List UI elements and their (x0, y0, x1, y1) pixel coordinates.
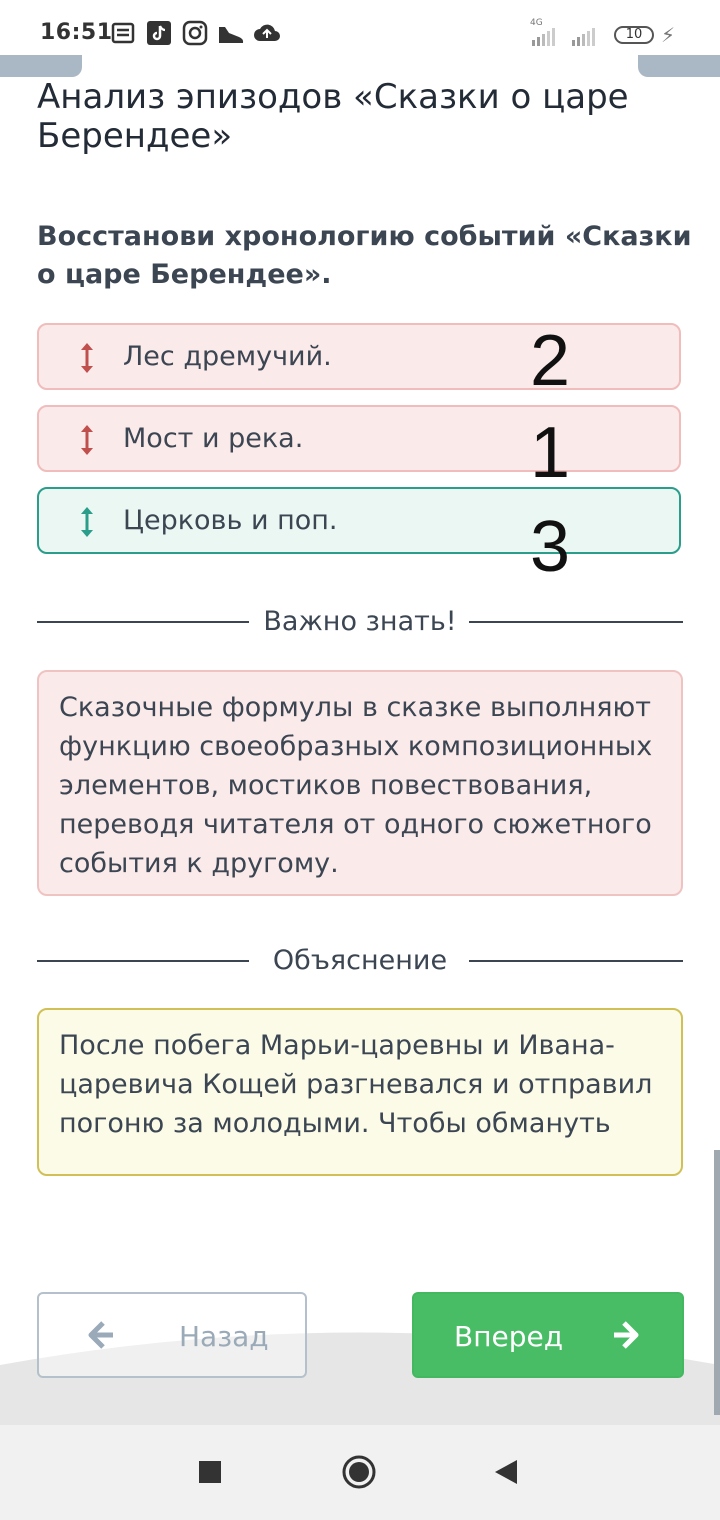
important-box (37, 670, 683, 896)
back-button-label: Назад (179, 1320, 269, 1353)
clock: 16:51 (40, 20, 113, 45)
header-decoration-left (0, 55, 82, 77)
order-item[interactable] (37, 487, 681, 554)
important-heading: Важно знать! (263, 606, 457, 637)
explanation-divider (37, 945, 683, 975)
order-item[interactable] (37, 323, 681, 390)
cloud-icon (252, 20, 282, 46)
order-item[interactable] (37, 405, 681, 472)
important-text: Сказочные формулы в сказке выполняют функцию своеобразных композиционных элементов, мостиков повествования, переводя читателя от одного сюжетного события к другому. (59, 692, 653, 879)
system-nav-bar (0, 1425, 720, 1520)
home-icon[interactable] (341, 1454, 377, 1490)
charging-icon: ⚡ (661, 23, 676, 47)
order-item-label: Мост и река. (123, 423, 304, 454)
instagram-icon (182, 20, 208, 46)
important-divider (37, 606, 683, 636)
next-button[interactable] (412, 1292, 684, 1378)
tiktok-icon (146, 20, 172, 46)
drag-handle-icon[interactable] (77, 505, 97, 539)
signal-icon (526, 26, 606, 48)
header-decoration-right (638, 55, 720, 77)
status-right (522, 20, 692, 50)
handwritten-number: 1 (530, 413, 571, 493)
question-text: Восстанови хронологию событий «Сказки о царе Берендее». (37, 221, 692, 290)
battery-icon (614, 26, 654, 44)
back-button[interactable] (37, 1292, 307, 1378)
order-item-label: Церковь и поп. (123, 505, 338, 536)
network-label: 4G (530, 18, 543, 28)
order-item-label: Лес дремучий. (123, 341, 332, 372)
explanation-heading: Объяснение (272, 945, 448, 976)
drag-handle-icon[interactable] (77, 423, 97, 457)
status-bar (0, 0, 720, 70)
page-title: Анализ эпизодов «Сказки о царе Берендее» (37, 77, 629, 156)
handwritten-number: 3 (530, 507, 571, 587)
next-button-label: Вперед (454, 1320, 564, 1353)
explanation-box[interactable] (37, 1008, 683, 1176)
handwritten-number: 2 (530, 321, 571, 401)
shoe-icon (216, 20, 246, 46)
arrow-right-icon (610, 1318, 642, 1352)
news-icon (110, 20, 136, 46)
arrow-left-icon (85, 1318, 117, 1352)
battery-level: 10 (625, 27, 643, 42)
back-nav-icon[interactable] (493, 1458, 519, 1486)
drag-handle-icon[interactable] (77, 341, 97, 375)
scrollbar[interactable] (714, 1150, 720, 1415)
explanation-text: После побега Марьи-царевны и Ивана-царевича Кощей разгневался и отправил погоню за молодыми. Чтобы обмануть (59, 1030, 653, 1139)
recent-apps-icon[interactable] (198, 1460, 222, 1484)
